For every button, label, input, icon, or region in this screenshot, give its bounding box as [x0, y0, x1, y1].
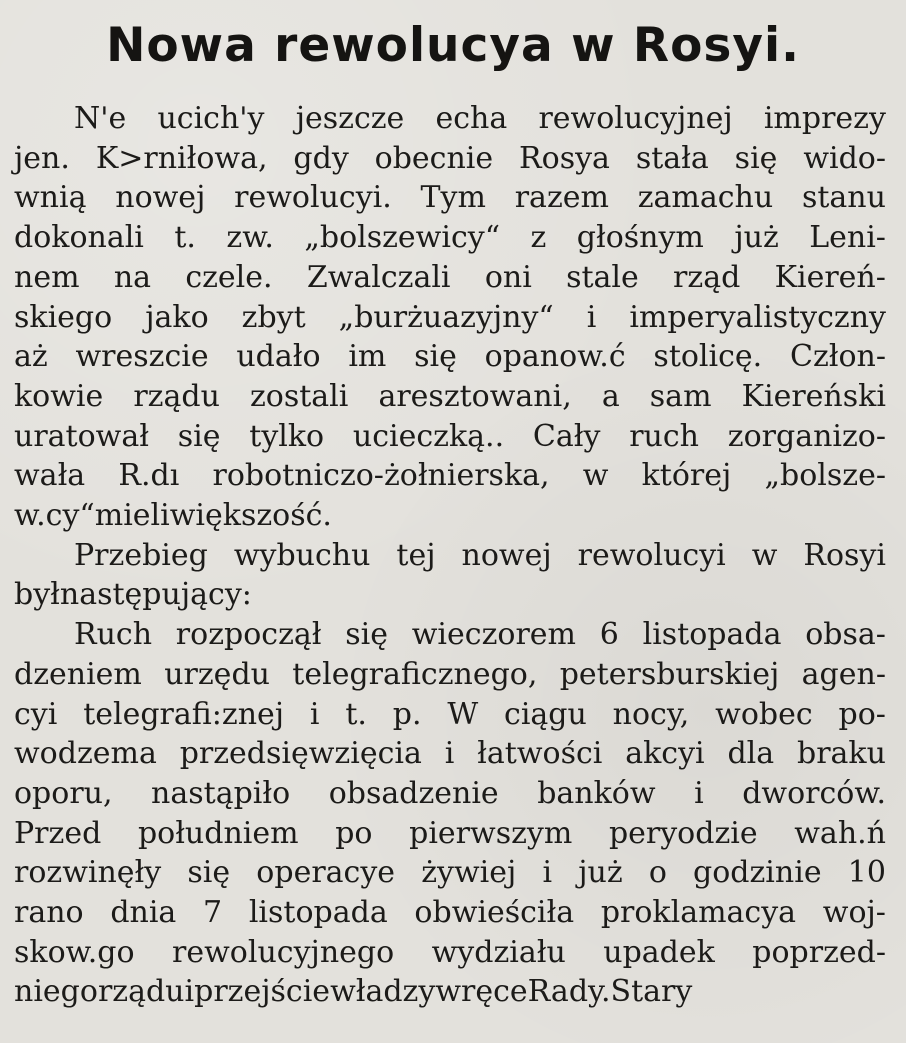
- article-word: wnią: [14, 180, 87, 215]
- article-word: p.: [392, 697, 422, 732]
- article-word: woj-: [822, 895, 886, 930]
- article-word: 7: [203, 895, 223, 930]
- article-word: jako: [145, 300, 209, 335]
- article-word: stanu: [801, 180, 886, 215]
- article-title: Nowa rewolucya w Rosyi.: [106, 18, 800, 73]
- article-word: i: [586, 300, 597, 335]
- article-word: 6: [599, 617, 619, 652]
- article-word: cyi: [14, 697, 58, 732]
- article-word: z: [530, 220, 547, 255]
- article-word: dworców.: [742, 776, 886, 811]
- article-word: rozpoczął: [175, 617, 322, 652]
- article-word: obecnie: [374, 141, 494, 176]
- article-word: w: [582, 458, 609, 493]
- article-word: rewolucyjnej: [538, 101, 733, 136]
- article-word: wała: [14, 458, 86, 493]
- article-word: rząd: [673, 260, 741, 295]
- article-word: razem: [514, 180, 609, 215]
- article-word: telegraficznego,: [292, 657, 538, 692]
- article-word: robotniczo-żołnierska,: [212, 458, 550, 493]
- article-word: oporu,: [14, 776, 113, 811]
- article-word: i: [184, 974, 195, 1009]
- article-word: na: [113, 260, 152, 295]
- article-word: urzędu: [164, 657, 270, 692]
- article-line: [14, 337, 886, 377]
- article-word: zostali: [249, 379, 349, 414]
- article-word: obsa-: [805, 617, 886, 652]
- article-word: echa: [435, 101, 508, 136]
- article-word: i: [542, 855, 553, 890]
- article-word: listopada: [642, 617, 782, 652]
- article-word: skiego: [14, 300, 113, 335]
- article-word: stale: [566, 260, 639, 295]
- article-word: obsadzenie: [328, 776, 499, 811]
- article-word: południem: [137, 816, 299, 851]
- article-word: braku: [797, 736, 886, 771]
- article-word: „burżuazyjny“: [338, 300, 554, 335]
- article-word: zorganizo-: [727, 419, 886, 454]
- article-word: godzinie: [693, 855, 822, 890]
- article-word: żywiej: [421, 855, 517, 890]
- article-word: dokonali: [14, 220, 144, 255]
- article-word: przedsięwzięcia: [179, 736, 422, 771]
- article-word: wreszcie: [75, 339, 209, 374]
- article-word: już: [734, 220, 779, 255]
- article-word: w: [751, 538, 778, 573]
- article-word: mieli: [94, 498, 170, 533]
- article-word: nocy,: [612, 697, 690, 732]
- article-word: i: [309, 697, 320, 732]
- article-word: wybuchu: [233, 538, 371, 573]
- article-word: po-: [838, 697, 886, 732]
- article-word: stolicę.: [653, 339, 763, 374]
- article-word: niego: [14, 974, 98, 1009]
- article-word: po: [335, 816, 373, 851]
- article-word: następujący:: [59, 577, 252, 612]
- article-word: agen-: [801, 657, 886, 692]
- article-line: [14, 456, 886, 496]
- article-word: 10: [847, 855, 886, 890]
- article-word: W: [447, 697, 479, 732]
- article-word: ucieczką..: [352, 419, 505, 454]
- article-word: Zwalczali: [306, 260, 451, 295]
- article-word: się: [187, 855, 231, 890]
- article-word: t.: [174, 220, 196, 255]
- article-word: rozwinęły: [14, 855, 162, 890]
- article-line: [14, 655, 886, 695]
- article-word: uratował: [14, 419, 149, 454]
- article-word: tej: [396, 538, 436, 573]
- article-word: tylko: [249, 419, 325, 454]
- article-word: operacye: [256, 855, 396, 890]
- article-word: Człon-: [789, 339, 886, 374]
- article-line: [14, 178, 886, 218]
- article-line: [14, 575, 886, 615]
- article-word: wah.ń: [794, 816, 886, 851]
- article-word: łatwości: [477, 736, 603, 771]
- article-word: imperyalistyczny: [629, 300, 886, 335]
- article-word: aresztowani,: [378, 379, 572, 414]
- article-line: [74, 99, 886, 139]
- article-word: Kiereń-: [774, 260, 886, 295]
- article-word: wobec: [715, 697, 813, 732]
- article-word: czele.: [185, 260, 273, 295]
- article-word: „bolszewicy“: [304, 220, 501, 255]
- article-word: K>rniłowa,: [95, 141, 268, 176]
- article-word: petersburskiej: [559, 657, 780, 692]
- article-word: telegrafi:znej: [83, 697, 285, 732]
- article-word: peryodzie: [608, 816, 758, 851]
- article-word: w: [435, 974, 461, 1009]
- article-word: rewolucyi: [577, 538, 726, 573]
- article-word: sam: [649, 379, 712, 414]
- article-word: Leni-: [809, 220, 886, 255]
- article-word: ruch: [629, 419, 699, 454]
- article-word: w.cy“: [14, 498, 95, 533]
- article-word: zw.: [226, 220, 274, 255]
- article-word: Kiereński: [741, 379, 886, 414]
- article-word: banków: [537, 776, 656, 811]
- article-line: [14, 417, 886, 457]
- article-word: się: [345, 617, 388, 652]
- article-word: „bolsze-: [764, 458, 886, 493]
- article-line: [14, 972, 886, 1012]
- article-word: rządu: [133, 379, 220, 414]
- article-word: się: [177, 419, 221, 454]
- article-word: Rosya: [519, 141, 610, 176]
- article-word: rządu: [97, 974, 185, 1009]
- article-word: t.: [345, 697, 367, 732]
- article-line: [14, 933, 886, 973]
- article-word: Stary: [610, 974, 693, 1009]
- article-word: wydziału: [431, 935, 566, 970]
- article-line: [14, 695, 886, 735]
- article-word: nastąpiło: [151, 776, 291, 811]
- article-line: [14, 139, 886, 179]
- article-line: [74, 536, 886, 576]
- article-word: Ruch: [74, 617, 153, 652]
- article-word: N'e: [74, 101, 127, 136]
- article-word: Przed: [14, 816, 102, 851]
- article-word: jeszcze: [295, 101, 405, 136]
- article-word: im: [348, 339, 387, 374]
- article-word: opanow.ć: [484, 339, 626, 374]
- article-word: gdy: [293, 141, 349, 176]
- article-line: [14, 893, 886, 933]
- article-word: poprzed-: [752, 935, 886, 970]
- article-word: upadek: [603, 935, 715, 970]
- article-word: władzy: [330, 974, 436, 1009]
- article-word: proklamacya: [600, 895, 797, 930]
- article-word: obwieściła: [414, 895, 575, 930]
- article-word: rano: [14, 895, 84, 930]
- article-word: stała: [635, 141, 709, 176]
- article-line: [14, 814, 886, 854]
- article-line: [14, 218, 886, 258]
- article-word: był: [14, 577, 60, 612]
- article-word: pierwszym: [409, 816, 573, 851]
- article-word: wido-: [803, 141, 886, 176]
- article-line: [14, 496, 886, 536]
- article-word: listopada: [248, 895, 388, 930]
- article-word: rewolucyjnego: [172, 935, 395, 970]
- article-word: się: [414, 339, 457, 374]
- article-word: większość.: [169, 498, 332, 533]
- article-word: Cały: [532, 419, 601, 454]
- article-line: [14, 853, 886, 893]
- article-word: zamachu: [637, 180, 774, 215]
- article-word: o: [648, 855, 667, 890]
- article-word: rewolucyi.: [234, 180, 392, 215]
- article-word: i: [694, 776, 704, 811]
- article-word: ucich'y: [157, 101, 265, 136]
- article-line: [74, 615, 886, 655]
- article-word: dzeniem: [14, 657, 142, 692]
- article-word: dnia: [110, 895, 177, 930]
- article-word: zbyt: [241, 300, 306, 335]
- article-word: nowej: [461, 538, 552, 573]
- article-word: R.dı: [118, 458, 180, 493]
- article-word: się: [734, 141, 778, 176]
- article-word: Rady.: [527, 974, 611, 1009]
- article-word: Tym: [420, 180, 486, 215]
- article-word: której: [641, 458, 732, 493]
- article-line: [14, 258, 886, 298]
- article-word: jen.: [14, 141, 70, 176]
- article-word: oni: [484, 260, 532, 295]
- article-word: aż: [14, 339, 48, 374]
- article-word: a: [601, 379, 620, 414]
- article-word: nowej: [115, 180, 206, 215]
- article-word: Przebieg: [74, 538, 208, 573]
- article-line: [14, 734, 886, 774]
- article-word: nem: [14, 260, 80, 295]
- article-word: ręce: [461, 974, 528, 1009]
- article-word: kowie: [14, 379, 104, 414]
- article-word: głośnym: [576, 220, 704, 255]
- article-word: wieczorem: [411, 617, 576, 652]
- article-line: [14, 774, 886, 814]
- article-word: wodzema: [14, 736, 157, 771]
- article-word: akcyi: [625, 736, 705, 771]
- article-word: dla: [727, 736, 775, 771]
- article-word: i: [444, 736, 455, 771]
- article-word: udało: [236, 339, 321, 374]
- article-word: skow.go: [14, 935, 135, 970]
- article-word: Rosyi: [803, 538, 886, 573]
- article-word: przejście: [194, 974, 331, 1009]
- article-word: imprezy: [763, 101, 886, 136]
- article-word: już: [578, 855, 623, 890]
- article-line: [14, 377, 886, 417]
- article-line: [14, 298, 886, 338]
- article-word: ciągu: [504, 697, 587, 732]
